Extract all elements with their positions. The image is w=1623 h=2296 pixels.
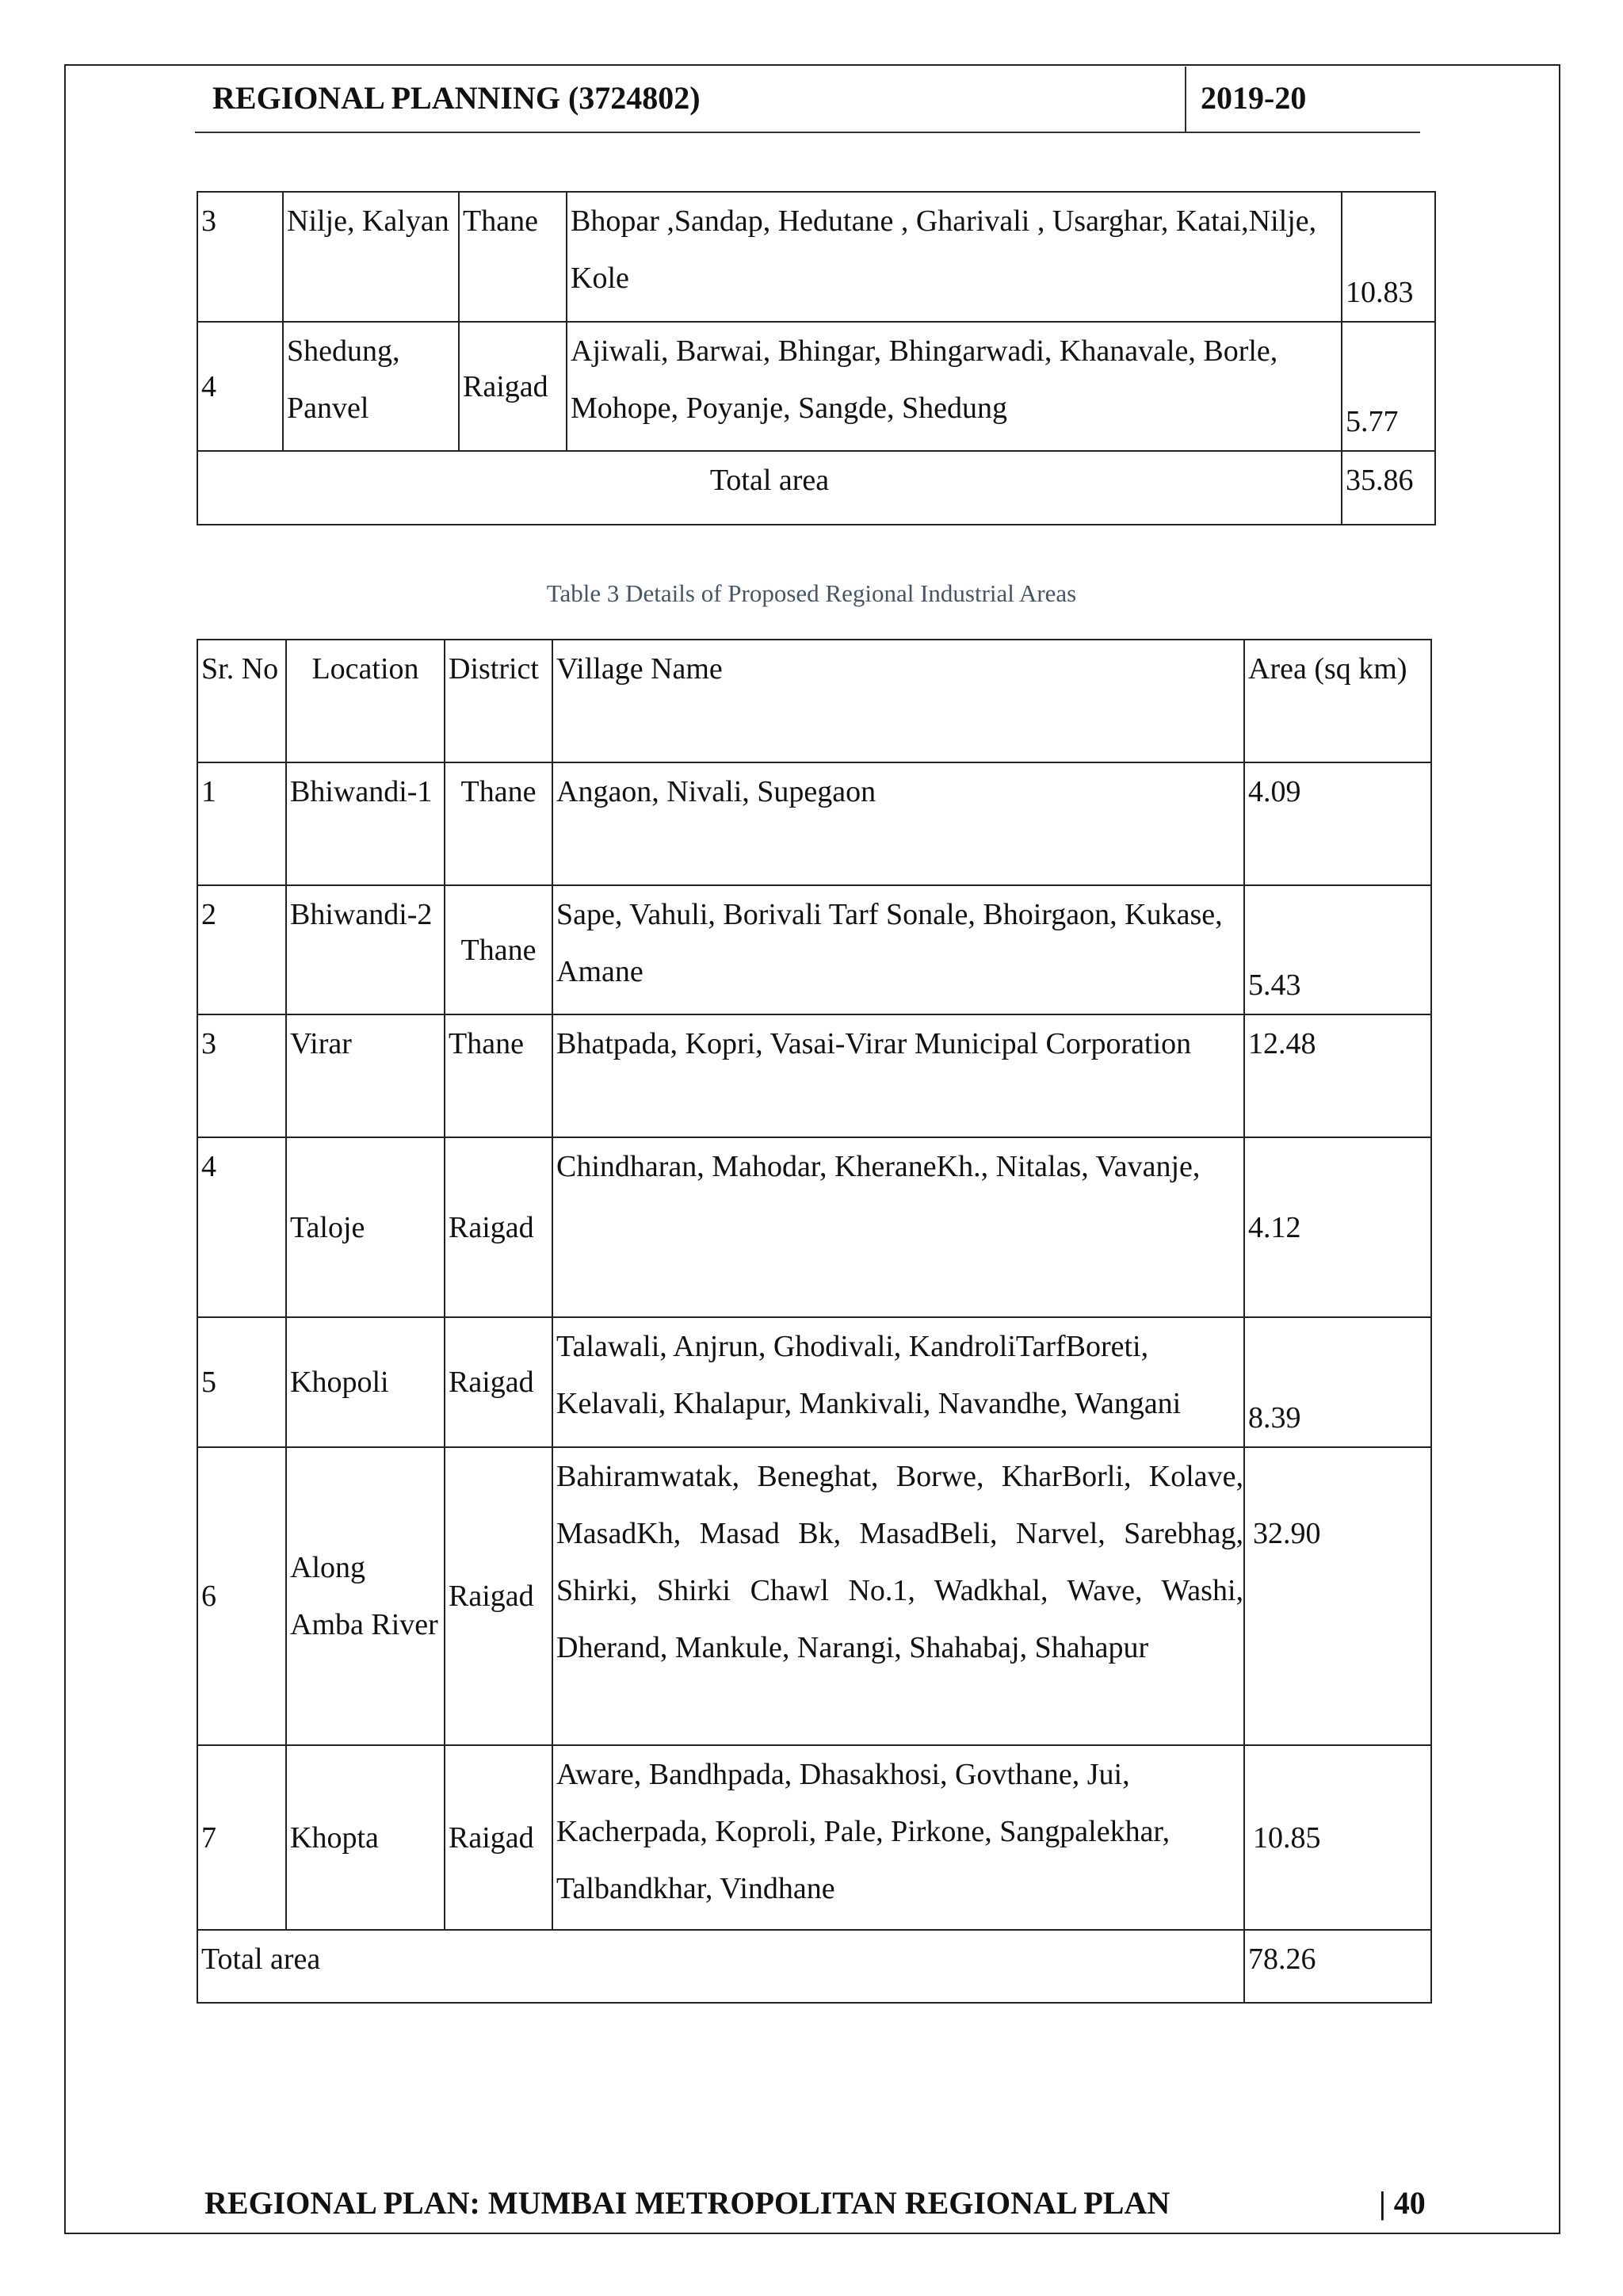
cell-sr: 3 (197, 1014, 286, 1137)
continued-table (197, 191, 1436, 525)
cell-villages: Bhatpada, Kopri, Vasai-Virar Municipal Corporation (552, 1014, 1244, 1137)
cell-location: Taloje (286, 1137, 445, 1317)
table-header-row (197, 640, 1431, 762)
cell-location: Virar (286, 1014, 445, 1137)
cell-location: Along Amba River (286, 1447, 445, 1745)
cell-area: 10.83 (1342, 192, 1435, 322)
table-total-row (197, 451, 1435, 525)
header-villages: Village Name (552, 640, 1244, 762)
cell-area: 5.43 (1244, 885, 1431, 1014)
table-row (197, 322, 1435, 451)
cell-location: Khopta (286, 1745, 445, 1930)
cell-sr: 2 (197, 885, 286, 1014)
page-number: | 40 (1379, 2185, 1426, 2221)
header-district: District (445, 640, 552, 762)
cell-villages: Ajiwali, Barwai, Bhingar, Bhingarwadi, Khanavale, Borle, Mohope, Poyanje, Sangde, Shedung (567, 322, 1342, 451)
table-total-row (197, 1930, 1431, 2003)
table-row (197, 762, 1431, 885)
cell-district: Thane (445, 1014, 552, 1137)
cell-area: 10.85 (1244, 1745, 1431, 1930)
cell-villages: Bahiramwatak, Beneghat, Borwe, KharBorli, Kolave, MasadKh, Masad Bk, MasadBeli, Narvel, Sarebhag, Shirki, Shirki Chawl No.1, Wadkhal, Wave, Washi, Dherand, Mankule, Narangi, Shahabaj, Shahapur (552, 1447, 1244, 1745)
cell-sr: 1 (197, 762, 286, 885)
cell-district: Thane (459, 192, 567, 322)
cell-district: Raigad (445, 1317, 552, 1447)
table-row (197, 1137, 1431, 1317)
footer-title: REGIONAL PLAN: MUMBAI METROPOLITAN REGIONAL PLAN (204, 2185, 1170, 2221)
total-value: 35.86 (1342, 451, 1435, 525)
table-row (197, 192, 1435, 322)
cell-area: 5.77 (1342, 322, 1435, 451)
cell-villages: Chindharan, Mahodar, KheraneKh., Nitalas, Vavanje, (552, 1137, 1244, 1317)
table-row (197, 1317, 1431, 1447)
cell-area: 4.09 (1244, 762, 1431, 885)
header-sr: Sr. No (197, 640, 286, 762)
header-location: Location (286, 640, 445, 762)
cell-sr: 3 (197, 192, 283, 322)
cell-villages: Aware, Bandhpada, Dhasakhosi, Govthane, Jui, Kacherpada, Koproli, Pale, Pirkone, Sangpalekhar, Talbandkhar, Vindhane (552, 1745, 1244, 1930)
cell-sr: 5 (197, 1317, 286, 1447)
cell-villages: Sape, Vahuli, Borivali Tarf Sonale, Bhoirgaon, Kukase, Amane (552, 885, 1244, 1014)
total-label: Total area (197, 451, 1342, 525)
table-row (197, 885, 1431, 1014)
header-title: REGIONAL PLANNING (3724802) (212, 80, 701, 116)
cell-villages: Talawali, Anjrun, Ghodivali, KandroliTarfBoreti, Kelavali, Khalapur, Mankivali, Navandhe, Wangani (552, 1317, 1244, 1447)
cell-sr: 6 (197, 1447, 286, 1745)
header-rule (195, 132, 1420, 133)
cell-area: 4.12 (1244, 1137, 1431, 1317)
cell-sr: 7 (197, 1745, 286, 1930)
table-row (197, 1014, 1431, 1137)
cell-sr: 4 (197, 322, 283, 451)
cell-location: Bhiwandi-1 (286, 762, 445, 885)
cell-district: Thane (445, 762, 552, 885)
table-caption: Table 3 Details of Proposed Regional Industrial Areas (546, 579, 1077, 607)
cell-area: 32.90 (1244, 1447, 1431, 1745)
cell-location: Bhiwandi-2 (286, 885, 445, 1014)
cell-district: Raigad (459, 322, 567, 451)
cell-location: Nilje, Kalyan (283, 192, 459, 322)
cell-location: Khopoli (286, 1317, 445, 1447)
header-year: 2019-20 (1201, 80, 1307, 116)
cell-sr: 4 (197, 1137, 286, 1317)
cell-district: Raigad (445, 1745, 552, 1930)
cell-location: Shedung, Panvel (283, 322, 459, 451)
header-divider (1185, 67, 1186, 133)
cell-area: 8.39 (1244, 1317, 1431, 1447)
cell-district: Thane (445, 885, 552, 1014)
cell-area: 12.48 (1244, 1014, 1431, 1137)
total-label: Total area (197, 1930, 1244, 2003)
cell-villages: Bhopar ,Sandap, Hedutane , Gharivali , Usarghar, Katai,Nilje, Kole (567, 192, 1342, 322)
table-row (197, 1447, 1431, 1745)
cell-district: Raigad (445, 1447, 552, 1745)
total-value: 78.26 (1244, 1930, 1431, 2003)
industrial-areas-table (197, 639, 1432, 2004)
table-row (197, 1745, 1431, 1930)
header-area: Area (sq km) (1244, 640, 1431, 762)
cell-district: Raigad (445, 1137, 552, 1317)
cell-villages: Angaon, Nivali, Supegaon (552, 762, 1244, 885)
